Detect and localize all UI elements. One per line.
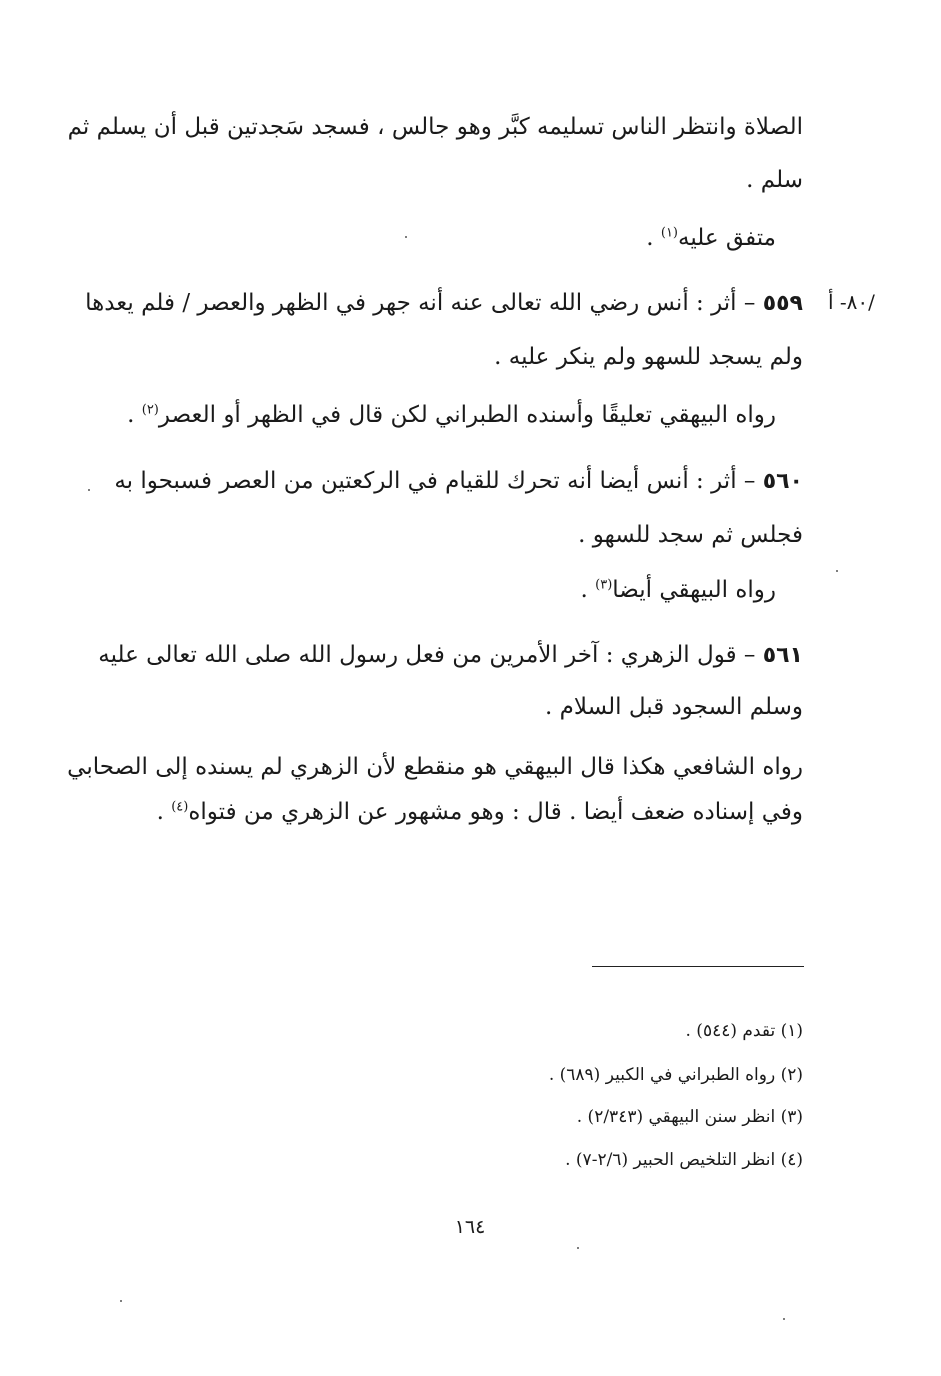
entry-number: ٥٥٩ <box>762 291 803 316</box>
scan-speck <box>405 236 407 238</box>
text-line: وسلم السجود قبل السلام . <box>545 694 803 720</box>
margin-manuscript-reference: /٨٠- أ <box>828 290 875 314</box>
hadith-entry-559: ٥٥٩ – أثر : أنس رضي الله تعالى عنه أنه جهر في الظهر والعصر / فلم يعدها <box>85 290 803 316</box>
footnote-separator <box>592 966 804 967</box>
footnote-marker: (٣) <box>595 577 613 593</box>
footnote: (٣) انظر سنن البيهقي (٢/٣٤٣) . <box>576 1107 803 1127</box>
text-line: رواه الشافعي هكذا قال البيهقي هو منقطع لأن الزهري لم يسنده إلى الصحابي <box>67 754 803 780</box>
text-line: رواه البيهقي أيضا$^{(٣)}$ . <box>580 577 776 603</box>
text-line: فجلس ثم سجد للسهو . <box>578 522 803 548</box>
footnote: (٢) رواه الطبراني في الكبير (٦٨٩) . <box>548 1065 803 1085</box>
scan-speck <box>120 1300 122 1302</box>
hadith-entry-561: ٥٦١ – قول الزهري : آخر الأمرين من فعل رسول الله صلى الله تعالى عليه <box>98 642 803 668</box>
text-line: الصلاة وانتظر الناس تسليمه كبَّر وهو جالس ، فسجد سَجدتين قبل أن يسلم ثم <box>67 114 803 140</box>
text-line: متفق عليه$^{(١)}$ . <box>646 225 776 251</box>
footnote-marker: (٤) <box>171 799 189 815</box>
text-line: وفي إسناده ضعف أيضا . قال : وهو مشهور عن الزهري من فتواه$^{(٤)}$ . <box>156 799 803 825</box>
footnote-marker: (١) <box>660 225 678 241</box>
hadith-entry-560: ٥٦٠ – أثر : أنس أيضا أنه تحرك للقيام في الركعتين من العصر فسبحوا به <box>114 468 803 494</box>
text-line: ولم يسجد للسهو ولم ينكر عليه . <box>494 344 803 370</box>
scan-speck <box>836 570 838 572</box>
footnote: (٤) انظر التلخيص الحبير (٢/٦-٧) . <box>565 1150 803 1170</box>
scan-speck <box>783 1318 785 1320</box>
scan-speck <box>88 489 90 491</box>
page-number: ١٦٤ <box>454 1216 486 1238</box>
text-line: سلم . <box>746 167 803 193</box>
footnote: (١) تقدم (٥٤٤) . <box>685 1021 803 1041</box>
entry-number: ٥٦٠ <box>762 469 803 494</box>
text-line: رواه البيهقي تعليقًا وأسنده الطبراني لكن قال في الظهر أو العصر$^{(٢)}$ . <box>127 402 776 428</box>
entry-number: ٥٦١ <box>762 643 803 668</box>
footnote-marker: (٢) <box>141 402 159 418</box>
scan-speck <box>577 1247 579 1249</box>
